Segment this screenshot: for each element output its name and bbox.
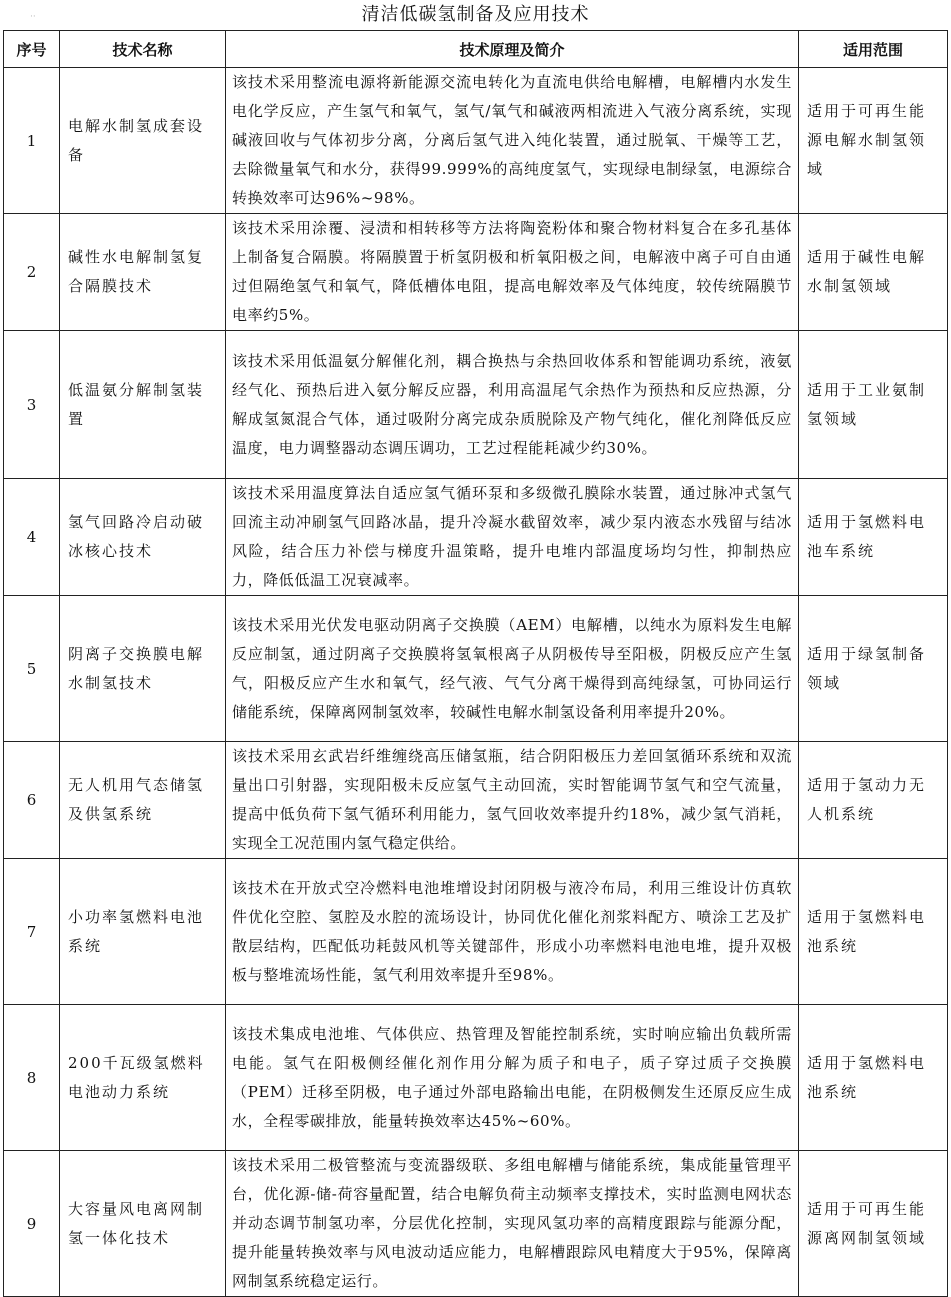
tech-name: 大容量风电离网制氢一体化技术 <box>60 1151 226 1297</box>
table-row <box>4 742 948 859</box>
row-number: 7 <box>4 859 60 1005</box>
table-row <box>4 214 948 331</box>
tech-name: 200千瓦级氢燃料电池动力系统 <box>60 1005 226 1151</box>
technology-table <box>3 30 948 1297</box>
tech-description: 该技术采用温度算法自适应氢气循环泵和多级微孔膜除水装置，通过脉冲式氢气回流主动冲刷氢气回路冰晶，提升冷凝水截留效率，减少泵内液态水残留与结冰风险，结合压力补偿与梯度升温策略，提升电堆内部温度场均匀性，抑制热应力，降低低温工况衰减率。 <box>226 479 799 596</box>
tech-scope: 适用于氢燃料电池系统 <box>799 859 948 1005</box>
table-row <box>4 479 948 596</box>
tech-scope: 适用于绿氢制备领域 <box>799 596 948 742</box>
tech-description: 该技术在开放式空冷燃料电池堆增设封闭阴极与液冷布局，利用三维设计仿真软件优化空腔、氢腔及水腔的流场设计，协同优化催化剂浆料配方、喷涂工艺及扩散层结构，匹配低功耗鼓风机等关键部件，形成小功率燃料电池电堆，提升双极板与整堆流场性能，氢气利用效率提升至98%。 <box>226 859 799 1005</box>
tech-scope: 适用于氢燃料电池车系统 <box>799 479 948 596</box>
tech-name: 阴离子交换膜电解水制氢技术 <box>60 596 226 742</box>
tech-description: 该技术采用二极管整流与变流器级联、多组电解槽与储能系统，集成能量管理平台，优化源-储-荷容量配置，结合电解负荷主动频率支撑技术，实时监测电网状态并动态调节制氢功率，分层优化控制，实现风氢功率的高精度跟踪与能源分配，提升能量转换效率与风电波动适应能力，电解槽跟踪风电精度大于95%，保障离网制氢系统稳定运行。 <box>226 1151 799 1297</box>
header-name: 技术名称 <box>60 31 226 68</box>
header-desc: 技术原理及简介 <box>226 31 799 68</box>
tech-scope: 适用于氢燃料电池系统 <box>799 1005 948 1151</box>
tech-name: 碱性水电解制氢复合隔膜技术 <box>60 214 226 331</box>
tech-scope: 适用于可再生能源离网制氢领域 <box>799 1151 948 1297</box>
tech-description: 该技术采用光伏发电驱动阴离子交换膜（AEM）电解槽，以纯水为原料发生电解反应制氢，通过阴离子交换膜将氢氧根离子从阴极传导至阳极，阴极反应产生氢气，阳极反应产生水和氧气，经气液、气气分离干燥得到高纯绿氢，可协同运行储能系统，保障离网制氢效率，较碱性电解水制氢设备利用率提升20%。 <box>226 596 799 742</box>
tech-name: 氢气回路冷启动破冰核心技术 <box>60 479 226 596</box>
table-row <box>4 596 948 742</box>
tech-description: 该技术采用整流电源将新能源交流电转化为直流电供给电解槽，电解槽内水发生电化学反应，产生氢气和氧气，氢气/氧气和碱液两相流进入气液分离系统，实现碱液回收与气体初步分离，分离后氢气进入纯化装置，通过脱氧、干燥等工艺，去除微量氧气和水分，获得99.999%的高纯度氢气，实现绿电制绿氢，电源综合转换效率可达96%~98%。 <box>226 68 799 214</box>
row-number: 2 <box>4 214 60 331</box>
table-row <box>4 1005 948 1151</box>
header-num: 序号 <box>4 31 60 68</box>
row-number: 5 <box>4 596 60 742</box>
row-number: 1 <box>4 68 60 214</box>
row-number: 3 <box>4 331 60 479</box>
row-number: 9 <box>4 1151 60 1297</box>
header-scope: 适用范围 <box>799 31 948 68</box>
tech-name: 小功率氢燃料电池系统 <box>60 859 226 1005</box>
tech-name: 低温氨分解制氢装置 <box>60 331 226 479</box>
tech-description: 该技术采用低温氨分解催化剂，耦合换热与余热回收体系和智能调功系统，液氨经气化、预热后进入氨分解反应器，利用高温尾气余热作为预热和反应热源，分解成氢氮混合气体，通过吸附分离完成杂质脱除及产物气纯化，催化剂降低反应温度，电力调整器动态调压调功，工艺过程能耗减少约30%。 <box>226 331 799 479</box>
table-row <box>4 331 948 479</box>
tech-description: 该技术集成电池堆、气体供应、热管理及智能控制系统，实时响应输出负载所需电能。氢气在阳极侧经催化剂作用分解为质子和电子，质子穿过质子交换膜（PEM）迁移至阴极，电子通过外部电路输出电能，在阴极侧发生还原反应生成水，全程零碳排放，能量转换效率达45%~60%。 <box>226 1005 799 1151</box>
tech-scope: 适用于工业氨制氢领域 <box>799 331 948 479</box>
tech-scope: 适用于碱性电解水制氢领域 <box>799 214 948 331</box>
tech-description: 该技术采用涂覆、浸渍和相转移等方法将陶瓷粉体和聚合物材料复合在多孔基体上制备复合隔膜。将隔膜置于析氢阴极和析氧阳极之间，电解液中离子可自由通过但隔绝氢气和氧气，降低槽体电阻，提高电解效率及气体纯度，较传统隔膜节电率约5%。 <box>226 214 799 331</box>
tech-scope: 适用于氢动力无人机系统 <box>799 742 948 859</box>
tech-name: 电解水制氢成套设备 <box>60 68 226 214</box>
row-number: 4 <box>4 479 60 596</box>
table-header-row <box>4 31 948 68</box>
row-number: 8 <box>4 1005 60 1151</box>
tech-description: 该技术采用玄武岩纤维缠绕高压储氢瓶，结合阴阳极压力差回氢循环系统和双流量出口引射器，实现阳极未反应氢气主动回流，实时智能调节氢气和空气流量，提高中低负荷下氢气循环利用能力，氢气回收效率提升约18%，减少氢气消耗，实现全工况范围内氢气稳定供给。 <box>226 742 799 859</box>
page-title: 清洁低碳氢制备及应用技术 <box>361 4 590 25</box>
corner-mark: ·· <box>30 12 36 22</box>
table-row <box>4 859 948 1005</box>
tech-name: 无人机用气态储氢及供氢系统 <box>60 742 226 859</box>
row-number: 6 <box>4 742 60 859</box>
tech-scope: 适用于可再生能源电解水制氢领域 <box>799 68 948 214</box>
table-row <box>4 1151 948 1297</box>
table-row <box>4 68 948 214</box>
